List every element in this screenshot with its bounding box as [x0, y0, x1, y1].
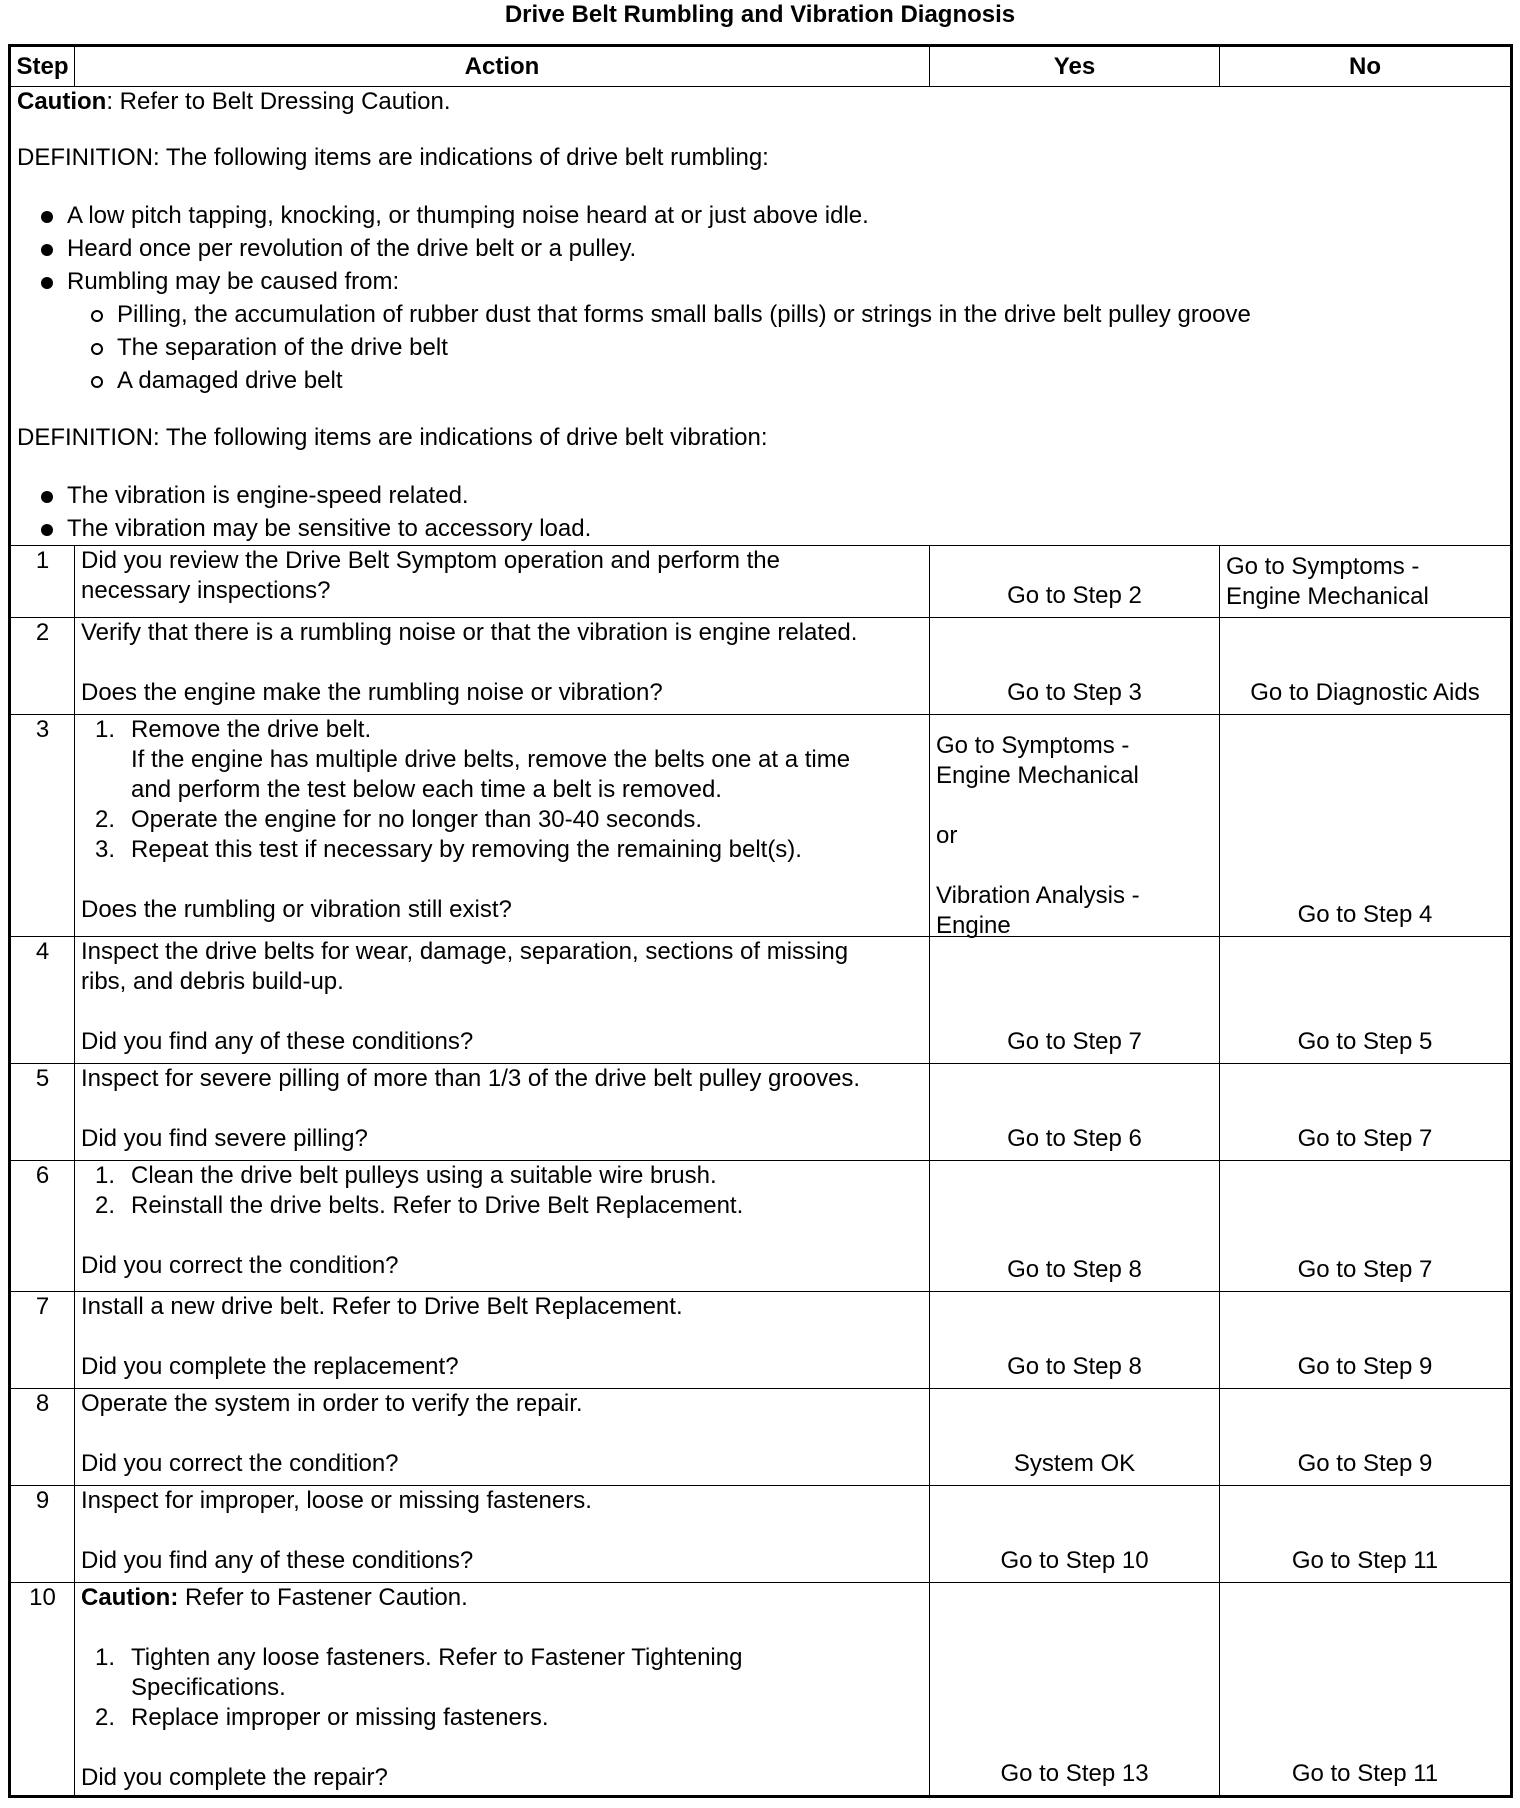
table-row	[10, 715, 1512, 937]
rumbling-cause-list	[17, 298, 1504, 397]
step-number: 7	[10, 1292, 75, 1389]
step-yes: Go to Step 10	[930, 1486, 1220, 1583]
step-action	[75, 1583, 930, 1797]
list-item: 2. Reinstall the drive belts. Refer to Drive Belt Replacement.	[95, 1192, 744, 1219]
step-number: 10	[10, 1583, 75, 1797]
step-no: Go to Step 5	[1220, 937, 1512, 1064]
step-yes: Go to Step 7	[930, 937, 1220, 1064]
list-item: 1. Remove the drive belt. If the engine has multiple drive belts, remove the belts one at a time and perform the test below each time a belt is removed.	[95, 716, 851, 803]
step-question: Did you complete the repair?	[81, 1764, 388, 1791]
caution-label: Caution	[17, 88, 107, 115]
numbered-list	[81, 715, 923, 865]
step-yes: Go to Step 3	[930, 618, 1220, 715]
step-yes: System OK	[930, 1389, 1220, 1486]
list-item: 3. Repeat this test if necessary by removing the remaining belt(s).	[95, 836, 802, 863]
list-item: Rumbling may be caused from:	[17, 265, 1504, 298]
step-no: Go to Step 7	[1220, 1064, 1512, 1161]
table-row	[10, 1292, 1512, 1389]
step-question: Does the rumbling or vibration still exist?	[81, 896, 512, 923]
step-action: Inspect for severe pilling of more than 1/3 of the drive belt pulley grooves. Did you find severe pilling?	[75, 1064, 930, 1161]
table-row	[10, 1583, 1512, 1797]
step-yes: Go to Step 8	[930, 1292, 1220, 1389]
step-no: Go to Step 11	[1220, 1486, 1512, 1583]
list-item: The vibration may be sensitive to accessory load.	[17, 512, 1504, 545]
list-item: 2. Replace improper or missing fasteners.	[95, 1704, 549, 1731]
step-question: Did you correct the condition?	[81, 1252, 399, 1279]
step-action	[75, 1161, 930, 1292]
step-yes: Go to Step 13	[930, 1583, 1220, 1797]
table-row	[10, 1486, 1512, 1583]
definition-rumbling: DEFINITION: The following items are indications of drive belt rumbling:	[17, 144, 769, 171]
step-action: Install a new drive belt. Refer to Drive Belt Replacement. Did you complete the replacement?	[75, 1292, 930, 1389]
step-yes: Go to Step 2	[930, 546, 1220, 618]
intro-row	[10, 87, 1512, 546]
step-question: Did you find any of these conditions?	[81, 1028, 474, 1055]
step-number: 8	[10, 1389, 75, 1486]
numbered-list	[81, 1643, 923, 1733]
list-item: A low pitch tapping, knocking, or thumping noise heard at or just above idle.	[17, 199, 1504, 232]
table-row	[10, 546, 1512, 618]
step-action: Inspect for improper, loose or missing fasteners. Did you find any of these conditions?	[75, 1486, 930, 1583]
step-action	[75, 715, 930, 937]
step-action: Operate the system in order to verify the repair. Did you correct the condition?	[75, 1389, 930, 1486]
header-action: Action	[75, 46, 930, 87]
step-question: Did you find severe pilling?	[81, 1125, 368, 1152]
step-yes: Go to Step 6	[930, 1064, 1220, 1161]
step-action: Inspect the drive belts for wear, damage, separation, sections of missing ribs, and debris build-up. Did you find any of these conditions?	[75, 937, 930, 1064]
step-no: Go to Step 9	[1220, 1389, 1512, 1486]
step-no: Go to Diagnostic Aids	[1220, 618, 1512, 715]
step-question: Did you complete the replacement?	[81, 1353, 459, 1380]
step-number: 3	[10, 715, 75, 937]
list-item: Heard once per revolution of the drive belt or a pulley.	[17, 232, 1504, 265]
list-item: 1. Clean the drive belt pulleys using a suitable wire brush.	[95, 1162, 717, 1189]
header-no: No	[1220, 46, 1512, 87]
document-title: Drive Belt Rumbling and Vibration Diagnosis	[504, 1, 1016, 28]
table-row	[10, 1161, 1512, 1292]
intro-cell	[10, 87, 1512, 546]
diagnosis-table	[8, 44, 1513, 1798]
list-item: The vibration is engine-speed related.	[17, 479, 1504, 512]
caution-text: : Refer to Belt Dressing Caution.	[106, 88, 451, 115]
step-caution: Caution: Refer to Fastener Caution.	[81, 1584, 468, 1611]
vibration-bullet-list	[17, 479, 1504, 545]
step-question: Did you correct the condition?	[81, 1450, 399, 1477]
step-yes: Go to Step 8	[930, 1161, 1220, 1292]
step-yes: Go to Symptoms - Engine Mechanical or Vibration Analysis - Engine	[930, 715, 1220, 937]
header-row	[10, 46, 1512, 87]
step-no: Go to Step 11	[1220, 1583, 1512, 1797]
step-no: Go to Symptoms - Engine Mechanical	[1220, 546, 1512, 618]
header-yes: Yes	[930, 46, 1220, 87]
step-action: Did you review the Drive Belt Symptom operation and perform the necessary inspections?	[75, 546, 930, 618]
list-item: A damaged drive belt	[17, 364, 1504, 397]
step-number: 6	[10, 1161, 75, 1292]
list-item: 2. Operate the engine for no longer than 30-40 seconds.	[95, 806, 703, 833]
table-row	[10, 937, 1512, 1064]
step-action: Verify that there is a rumbling noise or that the vibration is engine related. Does the engine make the rumbling noise or vibration?	[75, 618, 930, 715]
table-row	[10, 618, 1512, 715]
step-question: Did you find any of these conditions?	[81, 1547, 474, 1574]
step-number: 1	[10, 546, 75, 618]
step-number: 9	[10, 1486, 75, 1583]
step-number: 5	[10, 1064, 75, 1161]
step-no: Go to Step 4	[1220, 715, 1512, 937]
table-row	[10, 1064, 1512, 1161]
definition-vibration: DEFINITION: The following items are indications of drive belt vibration:	[17, 424, 768, 451]
step-no: Go to Step 7	[1220, 1161, 1512, 1292]
header-step: Step	[10, 46, 75, 87]
list-item: The separation of the drive belt	[17, 331, 1504, 364]
table-row	[10, 1389, 1512, 1486]
numbered-list	[81, 1161, 923, 1221]
list-item: 1. Tighten any loose fasteners. Refer to Fastener Tightening Specifications.	[95, 1644, 743, 1701]
step-no: Go to Step 9	[1220, 1292, 1512, 1389]
step-question: Does the engine make the rumbling noise or vibration?	[81, 679, 663, 706]
list-item: Pilling, the accumulation of rubber dust that forms small balls (pills) or strings in the drive belt pulley groove	[17, 298, 1504, 331]
step-number: 4	[10, 937, 75, 1064]
step-number: 2	[10, 618, 75, 715]
rumbling-bullet-list	[17, 199, 1504, 298]
intro-caution	[17, 87, 1504, 117]
